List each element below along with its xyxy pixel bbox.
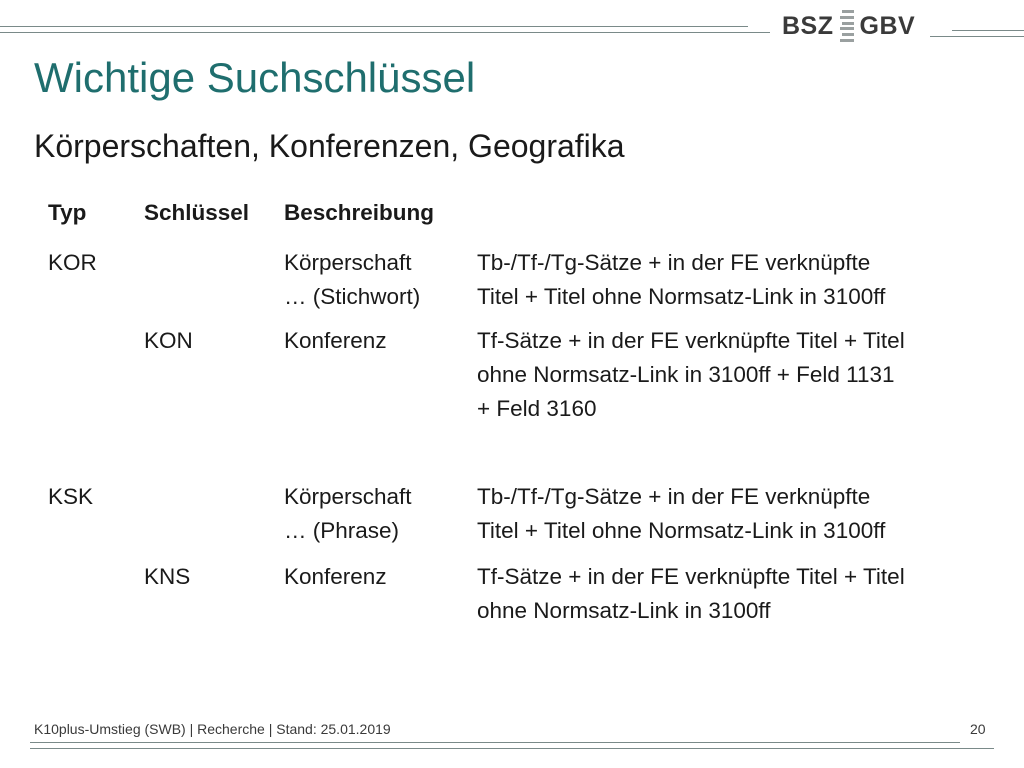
logo-text-left: BSZ — [782, 11, 834, 40]
header-rule-right-top — [952, 30, 1024, 31]
logo-text-right: GBV — [859, 11, 916, 40]
cell-beschreibung: … (Phrase) — [284, 518, 400, 543]
cell-detail: ohne Normsatz-Link in 3100ff + Feld 1131 — [477, 362, 895, 387]
header-schluessel: Schlüssel — [144, 200, 250, 225]
cell-detail: Titel + Titel ohne Normsatz-Link in 3100ff — [477, 284, 886, 309]
slide-title: Wichtige Suchschlüssel — [34, 54, 476, 101]
cell-detail: ohne Normsatz-Link in 3100ff — [477, 598, 771, 623]
bsz-gbv-logo — [782, 8, 922, 44]
slide-subtitle: Körperschaften, Konferenzen, Geografika — [34, 128, 625, 164]
page-number: 20 — [970, 721, 986, 737]
footer-text: K10plus-Umstieg (SWB) | Recherche | Stand: 25.01.2019 — [34, 721, 391, 737]
logo-stripes-icon — [840, 10, 854, 42]
cell-beschreibung: … (Stichwort) — [284, 284, 421, 309]
cell-detail: Tf-Sätze + in der FE verknüpfte Titel + Titel — [477, 328, 905, 353]
cell-detail: + Feld 3160 — [477, 396, 597, 421]
cell-detail: Titel + Titel ohne Normsatz-Link in 3100ff — [477, 518, 886, 543]
cell-schluessel: KNS — [144, 564, 191, 589]
cell-detail: Tb-/Tf-/Tg-Sätze + in der FE verknüpfte — [477, 250, 871, 275]
header-rule-bottom — [0, 32, 770, 33]
header-typ: Typ — [48, 200, 87, 225]
cell-beschreibung: Konferenz — [284, 564, 387, 589]
footer-rule-bottom — [30, 748, 994, 749]
cell-beschreibung: Konferenz — [284, 328, 387, 353]
cell-typ: KOR — [48, 250, 97, 275]
cell-beschreibung: Körperschaft — [284, 484, 412, 509]
cell-beschreibung: Körperschaft — [284, 250, 412, 275]
header-rule-top — [0, 26, 748, 27]
cell-detail: Tf-Sätze + in der FE verknüpfte Titel + Titel — [477, 564, 905, 589]
cell-schluessel: KON — [144, 328, 193, 353]
cell-typ: KSK — [48, 484, 94, 509]
footer-rule-top — [30, 742, 960, 743]
header-rule-right-bottom — [930, 36, 1024, 37]
header-beschreibung: Beschreibung — [284, 200, 435, 225]
cell-detail: Tb-/Tf-/Tg-Sätze + in der FE verknüpfte — [477, 484, 871, 509]
